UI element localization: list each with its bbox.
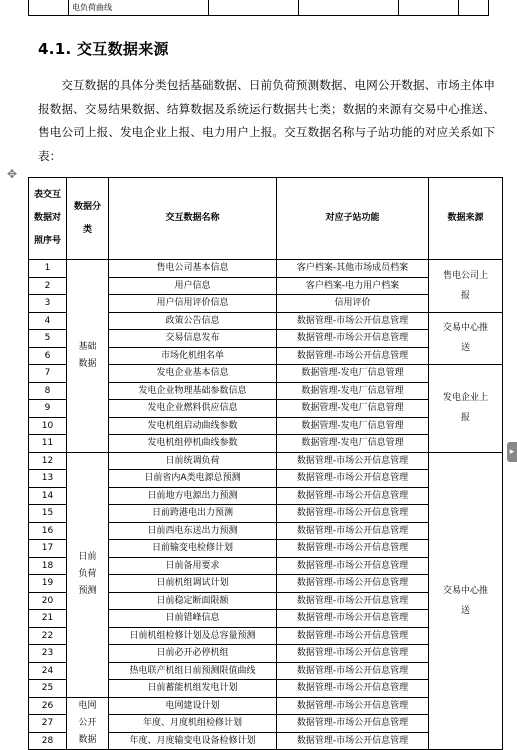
data-name-cell: 发电企业基本信息 — [109, 365, 277, 383]
data-name-cell: 热电联产机组日前预测限值曲线 — [109, 662, 277, 680]
table-row — [29, 452, 503, 470]
row-number: 3 — [29, 295, 67, 313]
function-cell: 数据管理-市场公开信息管理 — [277, 592, 429, 610]
source-cell: 售电公司上报 — [429, 260, 503, 313]
intro-paragraph — [38, 74, 495, 168]
row-number: 8 — [29, 382, 67, 400]
function-cell: 数据管理-市场公开信息管理 — [277, 312, 429, 330]
data-name-cell: 发电机组启动曲线参数 — [109, 417, 277, 435]
row-number: 15 — [29, 505, 67, 523]
row-number: 9 — [29, 400, 67, 418]
row-number: 25 — [29, 680, 67, 698]
data-name-cell: 发电机组停机曲线参数 — [109, 435, 277, 453]
intro-text: 交互数据的具体分类包括基础数据、日前负荷预测数据、电网公开数据、市场主体申报数据、交易结果数据、结算数据及系统运行数据共七类；数据的来源有交易中心推送、售电公司上报、发电企业上报、电力用户上报。交互数据名称与子站功能的对应关系如下表： — [38, 78, 495, 163]
source-cell: 交易中心推送 — [429, 312, 503, 365]
function-cell: 数据管理-市场公开信息管理 — [277, 330, 429, 348]
row-number: 13 — [29, 470, 67, 488]
header-name: 交互数据名称 — [109, 178, 277, 260]
row-number: 17 — [29, 540, 67, 558]
data-mapping-table — [28, 177, 503, 750]
row-number: 5 — [29, 330, 67, 348]
function-cell: 数据管理-市场公开信息管理 — [277, 540, 429, 558]
row-number: 14 — [29, 487, 67, 505]
row-number: 10 — [29, 417, 67, 435]
function-cell: 数据管理-市场公开信息管理 — [277, 522, 429, 540]
source-cell: 交易中心推送 — [429, 452, 503, 750]
row-number: 6 — [29, 347, 67, 365]
data-name-cell: 用户信用评价信息 — [109, 295, 277, 313]
table-row — [29, 260, 503, 278]
function-cell: 数据管理-市场公开信息管理 — [277, 697, 429, 715]
side-tab-icon[interactable]: ▸ — [507, 442, 517, 462]
data-name-cell: 日前西电东送出力预测 — [109, 522, 277, 540]
function-cell: 数据管理-市场公开信息管理 — [277, 487, 429, 505]
data-name-cell: 年度、月度输变电设备检修计划 — [109, 732, 277, 750]
header-function: 对应子站功能 — [277, 178, 429, 260]
row-number: 12 — [29, 452, 67, 470]
table-body — [29, 260, 503, 750]
data-name-cell: 售电公司基本信息 — [109, 260, 277, 278]
data-name-cell: 日前必开必停机组 — [109, 645, 277, 663]
data-name-cell: 日前跨港电出力预测 — [109, 505, 277, 523]
row-number: 16 — [29, 522, 67, 540]
data-name-cell: 年度、月度机组检修计划 — [109, 715, 277, 733]
function-cell: 数据管理-市场公开信息管理 — [277, 627, 429, 645]
category-cell: 电网公开数据 — [67, 697, 109, 750]
data-name-cell: 电网建设计划 — [109, 697, 277, 715]
function-cell: 数据管理-市场公开信息管理 — [277, 610, 429, 628]
function-cell: 数据管理-市场公开信息管理 — [277, 557, 429, 575]
data-name-cell: 日前蓄能机组发电计划 — [109, 680, 277, 698]
function-cell: 数据管理-发电厂信息管理 — [277, 417, 429, 435]
previous-table-tail — [28, 0, 488, 17]
category-cell: 基础数据 — [67, 260, 109, 453]
row-number: 18 — [29, 557, 67, 575]
data-name-cell: 日前省内A类电源总预测 — [109, 470, 277, 488]
row-number: 1 — [29, 260, 67, 278]
data-name-cell: 发电企业燃料供应信息 — [109, 400, 277, 418]
function-cell: 数据管理-市场公开信息管理 — [277, 452, 429, 470]
row-number: 27 — [29, 715, 67, 733]
function-cell: 客户档案-电力用户档案 — [277, 277, 429, 295]
data-name-cell: 交易信息发布 — [109, 330, 277, 348]
data-name-cell: 市场化机组名单 — [109, 347, 277, 365]
row-number: 21 — [29, 610, 67, 628]
header-source: 数据来源 — [429, 178, 503, 260]
row-number: 24 — [29, 662, 67, 680]
row-number: 11 — [29, 435, 67, 453]
data-name-cell: 日前错峰信息 — [109, 610, 277, 628]
function-cell: 数据管理-发电厂信息管理 — [277, 365, 429, 383]
source-cell: 发电企业上报 — [429, 365, 503, 453]
function-cell: 数据管理-市场公开信息管理 — [277, 662, 429, 680]
header-no: 表交互数据对照序号 — [29, 178, 67, 260]
data-name-cell: 日前稳定断面限额 — [109, 592, 277, 610]
data-name-cell: 日前备用要求 — [109, 557, 277, 575]
row-number: 22 — [29, 627, 67, 645]
row-number: 28 — [29, 732, 67, 750]
function-cell: 数据管理-发电厂信息管理 — [277, 435, 429, 453]
function-cell: 数据管理-发电厂信息管理 — [277, 382, 429, 400]
data-name-cell: 日前输变电检修计划 — [109, 540, 277, 558]
data-name-cell: 日前统调负荷 — [109, 452, 277, 470]
top-row-blank — [29, 0, 69, 16]
section-heading: 4.1. 交互数据来源 — [38, 40, 169, 58]
function-cell: 数据管理-市场公开信息管理 — [277, 680, 429, 698]
move-handle-icon[interactable]: ✥ — [7, 167, 18, 181]
data-name-cell: 日前机组检修计划及总容量预测 — [109, 627, 277, 645]
row-number: 7 — [29, 365, 67, 383]
function-cell: 数据管理-市场公开信息管理 — [277, 575, 429, 593]
row-number: 19 — [29, 575, 67, 593]
category-cell: 日前负荷预测 — [67, 452, 109, 697]
data-name-cell: 发电企业物理基础参数信息 — [109, 382, 277, 400]
function-cell: 数据管理-市场公开信息管理 — [277, 470, 429, 488]
row-number: 4 — [29, 312, 67, 330]
function-cell: 数据管理-市场公开信息管理 — [277, 347, 429, 365]
row-number: 23 — [29, 645, 67, 663]
data-name-cell: 日前地方电源出力预测 — [109, 487, 277, 505]
row-number: 20 — [29, 592, 67, 610]
function-cell: 信用评价 — [277, 295, 429, 313]
top-row-label: 电负荷曲线 — [69, 0, 209, 16]
function-cell: 数据管理-市场公开信息管理 — [277, 732, 429, 750]
data-name-cell: 政策公告信息 — [109, 312, 277, 330]
row-number: 26 — [29, 697, 67, 715]
function-cell: 客户档案-其他市场成员档案 — [277, 260, 429, 278]
function-cell: 数据管理-市场公开信息管理 — [277, 645, 429, 663]
row-number: 2 — [29, 277, 67, 295]
function-cell: 数据管理-发电厂信息管理 — [277, 400, 429, 418]
function-cell: 数据管理-市场公开信息管理 — [277, 715, 429, 733]
data-name-cell: 日前机组调试计划 — [109, 575, 277, 593]
header-category: 数据分类 — [67, 178, 109, 260]
data-name-cell: 用户信息 — [109, 277, 277, 295]
function-cell: 数据管理-市场公开信息管理 — [277, 505, 429, 523]
